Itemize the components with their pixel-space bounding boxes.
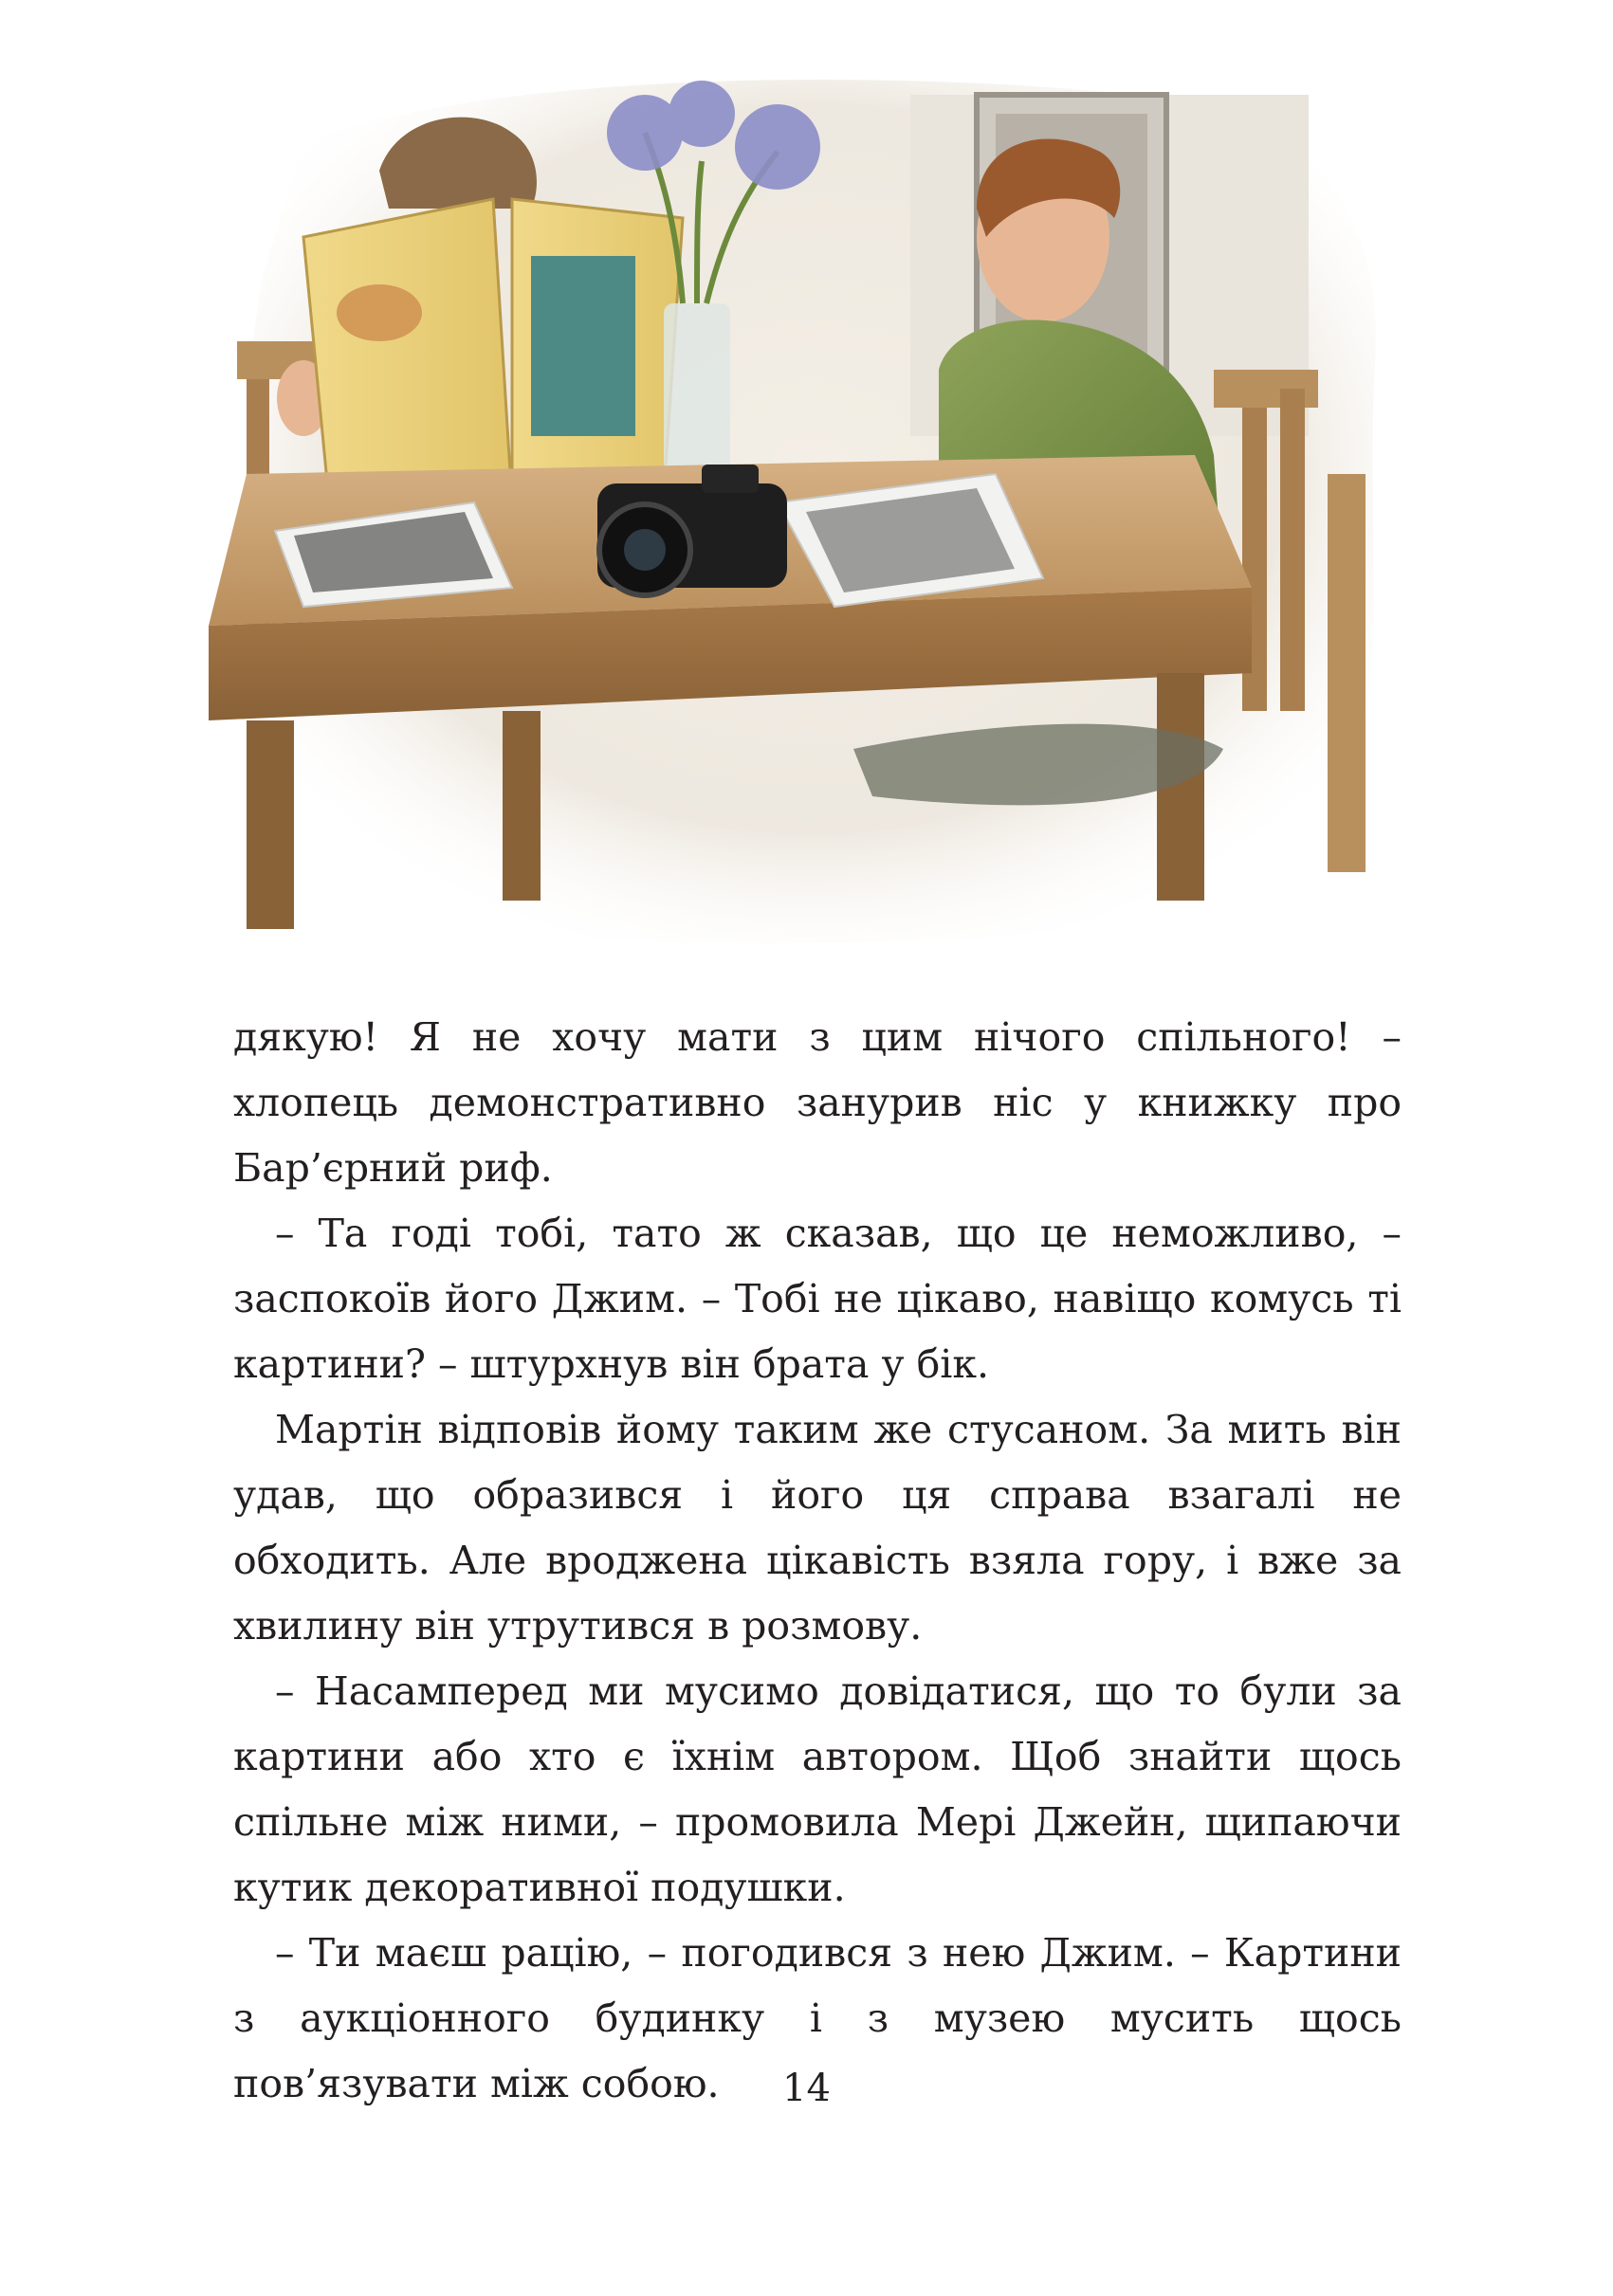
paragraph-3: Мартін відповів йому таким же стусаном. За мить він удав, що образився і його ця справа взагалі не обходить. Але вроджена цікавість взяла гору, і вже за хвилину він утрутився в розмову. bbox=[233, 1407, 1402, 1649]
paragraph-5: – Ти маєш рацію, – погодився з нею Джим. – Картини з аукціонного будинку і з музею мусить щось пов’язувати між собою. bbox=[233, 1930, 1402, 2106]
paragraph-4: – Насамперед ми мусимо довідатися, що то були за картини або хто є їхнім автором. Щоб знайти щось спільне між ними, – промовила Мері Джейн, щипаючи кутик декоративної подушки. bbox=[233, 1668, 1402, 1910]
body-text bbox=[233, 1005, 1402, 2117]
page-number: 14 bbox=[782, 2067, 831, 2110]
illustration-boys-at-table bbox=[190, 57, 1441, 967]
paragraph-1: дякую! Я не хочу мати з цим нічого спільного! – хлопець демонстративно занурив ніс у книжку про Бар’єрний риф. bbox=[233, 1014, 1402, 1191]
paragraph-2: – Та годі тобі, тато ж сказав, що це неможливо, – заспокоїв його Джим. – Тобі не цікаво, навіщо комусь ті картини? – штурхнув він брата у бік. bbox=[233, 1211, 1402, 1387]
